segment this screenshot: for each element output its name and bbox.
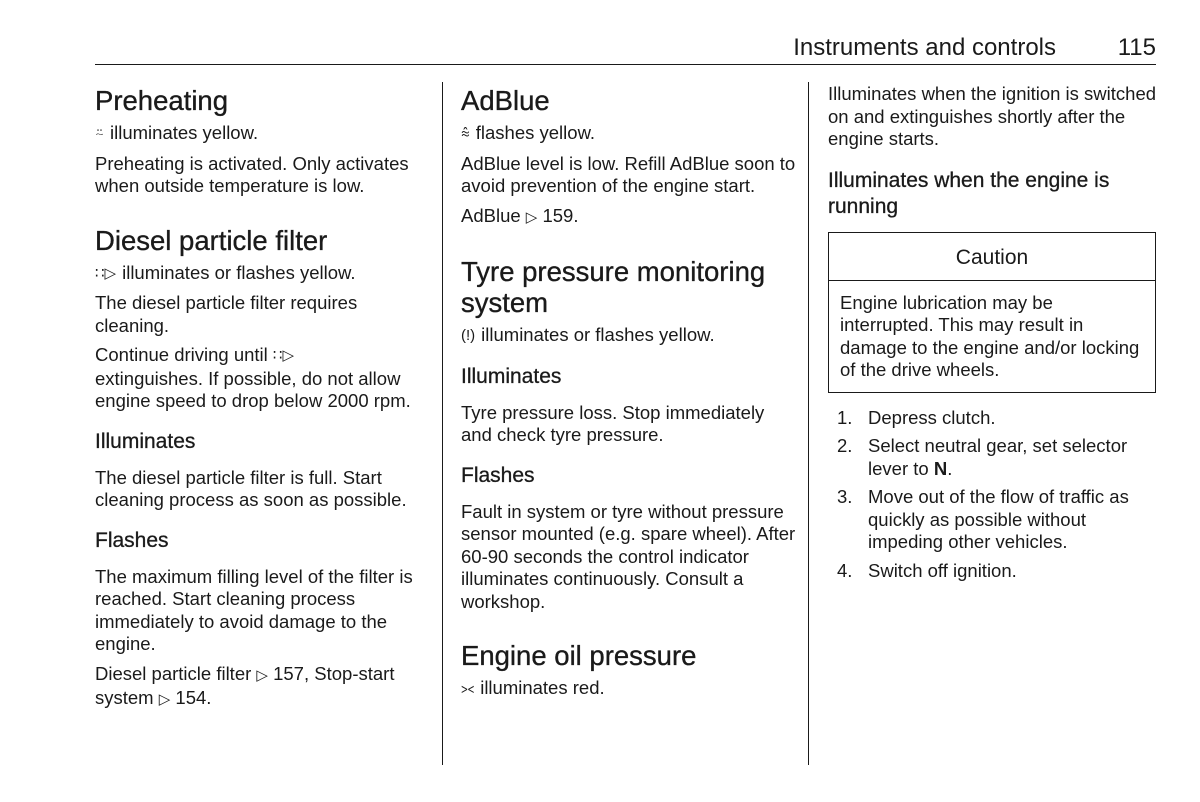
tpms-indicator-line	[461, 324, 796, 348]
heading-illuminates-when-running: Illuminates when the engine is running	[828, 168, 1110, 218]
dpf-illuminates-text: The diesel particle filter is full. Start cleaning process as soon as possible.	[95, 466, 407, 510]
heading-dpf-flashes: Flashes	[95, 528, 169, 552]
tpms-flashes-text: Fault in system or tyre without pressure sensor mounted (e.g. spare wheel). After 60-90 seconds the control indicator illuminates continuously. Consult a workshop.	[461, 500, 796, 612]
step-text-end: .	[947, 457, 953, 479]
column-divider-2	[808, 82, 809, 765]
preheating-indicator-line	[95, 122, 430, 146]
oil-intro-text: Illuminates when the ignition is switched on and extinguishes shortly after the engine starts.	[828, 83, 1157, 149]
preheating-coil-icon: ⍨	[95, 125, 105, 142]
heading-tpms-illuminates: Illuminates	[461, 364, 562, 388]
list-item	[837, 486, 1158, 554]
list-item	[837, 435, 1158, 480]
list-item	[837, 407, 1158, 430]
oil-can-icon: ⪥	[461, 680, 475, 697]
step-text: Depress clutch.	[868, 406, 996, 428]
steps-list	[828, 407, 1158, 583]
section-title: Instruments and controls	[793, 34, 1056, 61]
dpf-p2-end: extinguishes. If possible, do not allow engine speed to drop below 2000 rpm.	[95, 367, 411, 411]
dpf-indicator-line	[95, 262, 430, 286]
dpf-flashes-text: The maximum filling level of the filter is reached. Start cleaning process immediately to avoid damage to the engine.	[95, 565, 413, 654]
column-1	[95, 82, 430, 712]
step-text: Select neutral gear, set selector lever to	[868, 435, 1128, 479]
neutral-gear-label: N	[933, 457, 948, 479]
adblue-description: AdBlue level is low. Refill AdBlue soon to avoid prevention of the engine start.	[461, 152, 796, 196]
page-header	[95, 34, 1156, 65]
column-2	[461, 82, 796, 701]
adblue-indicator-line	[461, 122, 796, 146]
tpms-title-line-1: Tyre pressure monitoring	[461, 256, 766, 287]
column-3	[828, 82, 1158, 582]
adblue-indicator-text: flashes yellow.	[475, 122, 596, 143]
cross-reference-arrow-icon: ▷	[525, 208, 538, 226]
step-text: Move out of the flow of traffic as quickly as possible without impeding other vehicles.	[868, 486, 1129, 552]
tyre-pressure-icon: (!)	[461, 327, 476, 344]
xref-page-154[interactable]: 154.	[175, 687, 212, 708]
heading-tyre-pressure-monitoring	[461, 256, 796, 318]
heading-preheating: Preheating	[95, 85, 229, 116]
xref-page-159[interactable]: 159.	[542, 204, 579, 226]
preheating-description: Preheating is activated. Only activates when outside temperature is low.	[95, 152, 409, 196]
cross-reference-arrow-icon: ▷	[158, 691, 171, 708]
dpf-paragraph-2	[95, 344, 430, 413]
heading-tpms-flashes: Flashes	[461, 463, 535, 487]
oil-indicator-text: illuminates red.	[480, 677, 605, 698]
dpf-cross-references	[95, 663, 430, 712]
heading-engine-oil-pressure: Engine oil pressure	[461, 640, 697, 671]
step-number: 4.	[837, 559, 853, 581]
diesel-particle-filter-icon: ∷▷	[272, 347, 295, 364]
step-number: 2.	[837, 435, 853, 456]
preheating-indicator-text: illuminates yellow.	[110, 122, 259, 143]
xref-page-157-stop-start[interactable]: 157, Stop-start system	[95, 662, 395, 708]
list-item	[837, 560, 1158, 583]
dpf-indicator-text: illuminates or flashes yellow.	[122, 261, 356, 283]
heading-adblue: AdBlue	[461, 85, 550, 116]
heading-dpf-illuminates: Illuminates	[95, 429, 196, 453]
tpms-illuminates-text: Tyre pressure loss. Stop immediately and check tyre pressure.	[461, 401, 765, 445]
caution-title: Caution	[829, 233, 1155, 281]
dpf-paragraph-1: The diesel particle filter requires cleaning.	[95, 292, 358, 336]
xref-adblue[interactable]: AdBlue	[461, 204, 521, 226]
caution-box	[828, 232, 1156, 393]
tpms-indicator-text: illuminates or flashes yellow.	[481, 324, 715, 345]
page-number: 115	[1117, 34, 1156, 61]
adblue-cross-reference	[461, 205, 796, 230]
tpms-title-line-2: system	[461, 287, 549, 318]
step-text: Switch off ignition.	[868, 559, 1017, 581]
step-number: 1.	[837, 406, 853, 428]
column-divider-1	[442, 82, 443, 765]
oil-indicator-line	[461, 677, 796, 701]
xref-diesel-particle-filter[interactable]: Diesel particle filter	[95, 662, 252, 684]
caution-body: Engine lubrication may be interrupted. This may result in damage to the engine and/or locking of the drive wheels.	[840, 291, 1140, 380]
cross-reference-arrow-icon: ▷	[256, 666, 268, 684]
heading-diesel-particle-filter: Diesel particle filter	[95, 224, 328, 256]
diesel-particle-filter-icon: ∷▷	[95, 264, 117, 282]
step-number: 3.	[837, 486, 853, 507]
dpf-p2-start: Continue driving until	[95, 344, 268, 365]
adblue-icon: ⩯	[461, 125, 470, 142]
